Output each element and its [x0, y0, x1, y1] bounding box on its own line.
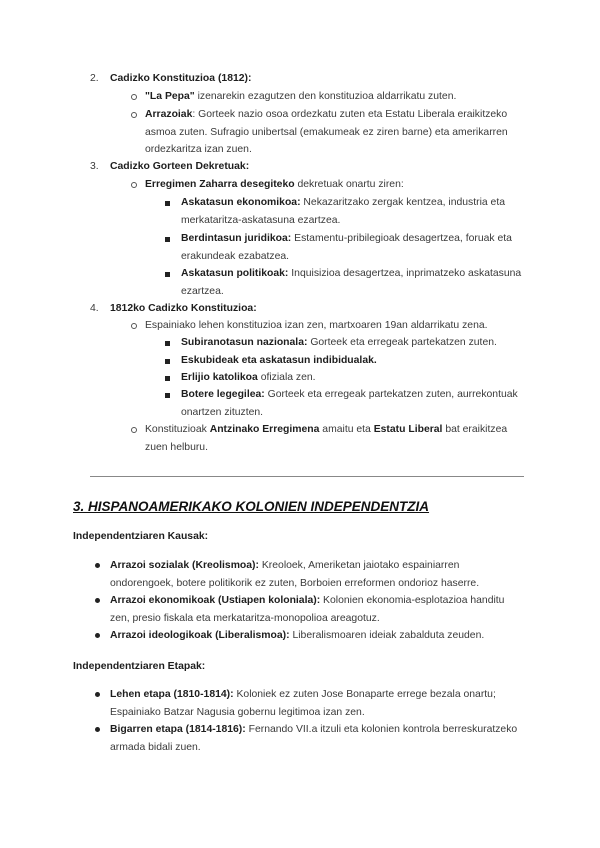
text: Koloniek ez zuten Jose Bonaparte errege bezala onartu; Espainiako Batzar Nagusia gobernu legitimoa izan zen. [110, 689, 496, 718]
text: Kreoloek, Ameriketan jaiotako espainiarren ondorengoek, botere politikorik ez zuten, Borboien erreformen ondorioz haserre. [110, 560, 480, 589]
list-item [110, 721, 524, 756]
list-item [110, 627, 524, 645]
label: Erlijio katolikoa [181, 372, 258, 383]
sub-sub-item [181, 369, 524, 387]
square-bullet-icon [165, 201, 170, 206]
disc-bullet-icon [95, 598, 100, 603]
sub-item [145, 106, 524, 159]
text: Gorteek eta erregeak partekatzen zuten. [307, 337, 497, 348]
text: Liberalismoaren ideiak zabalduta zeuden. [289, 630, 485, 641]
horizontal-divider [90, 476, 524, 477]
label: Subiranotasun nazionala: [181, 337, 308, 348]
sub-item [145, 88, 524, 106]
label: Eskubideak eta askatasun indibidualak. [181, 355, 377, 366]
list-number: 4. [90, 303, 99, 314]
square-bullet-icon [165, 376, 170, 381]
square-bullet-icon [165, 341, 170, 346]
sub-item [145, 421, 524, 456]
causes-title: Independentziaren Kausak: [73, 531, 209, 542]
disc-bullet-icon [95, 692, 100, 697]
square-bullet-icon [165, 393, 170, 398]
circle-bullet-icon [131, 94, 137, 100]
section-heading: 3. HISPANOAMERIKAKO KOLONIEN INDEPENDENTZIA [73, 499, 430, 514]
text: Nekazaritzako zergak kentzea, industria eta merkataritza-askatasuna ezartzea. [181, 197, 505, 226]
circle-bullet-icon [131, 427, 137, 433]
label: Askatasun politikoak: [181, 268, 289, 279]
sub-item [145, 317, 524, 335]
label: Estatu Liberal [373, 424, 443, 435]
label: Erregimen Zaharra desegiteko [145, 179, 295, 190]
square-bullet-icon [165, 237, 170, 242]
circle-bullet-icon [131, 182, 137, 188]
sub-sub-item [181, 386, 524, 421]
text: Fernando VII.a itzuli eta kolonien kontrola berreskuratzeko armada bidali zuen. [110, 724, 518, 753]
item-title: Cadizko Konstituzioa (1812): [110, 73, 252, 84]
text: Espainiako lehen konstituzioa izan zen, martxoaren 19an aldarrikatu zena. [145, 320, 488, 331]
label: Berdintasun juridikoa: [181, 233, 292, 244]
item-title: 1812ko Cadizko Konstituzioa: [110, 303, 257, 314]
label: Arrazoi ideologikoak (Liberalismoa): [110, 630, 290, 641]
square-bullet-icon [165, 359, 170, 364]
circle-bullet-icon [131, 323, 137, 329]
text: : Gorteek nazio osoa ordezkatu zuten eta Estatu Liberala eraikitzeko asmoa zuten. Sufragio unibertsal (emakumeak ez ziren barne) eta amerikarren ordezkaritza izan zuen. [145, 109, 508, 155]
sub-sub-item [181, 334, 524, 352]
label: Lehen etapa (1810-1814): [110, 689, 234, 700]
label: Antzinako Erregimena [209, 424, 320, 435]
list-item-4 [90, 300, 524, 318]
sub-sub-item [181, 194, 524, 229]
label: Botere legegilea: [181, 389, 265, 400]
label: "La Pepa" [145, 91, 195, 102]
list-item [110, 686, 524, 721]
list-item-2 [90, 70, 524, 88]
item-title: Cadizko Gorteen Dekretuak: [110, 161, 250, 172]
disc-bullet-icon [95, 633, 100, 638]
sub-sub-item [181, 265, 524, 300]
text: Kolonien ekonomia-esplotazioa handitu zen, presio fiskala eta merkataritza-monopolioa areagotuz. [110, 595, 505, 624]
square-bullet-icon [165, 272, 170, 277]
list-item [110, 592, 524, 627]
disc-bullet-icon [95, 563, 100, 568]
sub-item [145, 176, 524, 194]
sub-sub-item [181, 352, 524, 370]
text: dekretuak onartu ziren: [294, 179, 404, 190]
text: Gorteek eta erregeak partekatzen zuten, aurrekontuak onartzen zituzten. [181, 389, 518, 418]
text: bat eraikitzea zuen helburu. [145, 424, 508, 453]
text: Inquisizioa desagertzea, inprimatzeko askatasuna ezartzea. [181, 268, 522, 297]
label: Arrazoi sozialak (Kreolismoa): [110, 560, 259, 571]
label: Arrazoiak [145, 109, 193, 120]
label: Arrazoi ekonomikoak (Ustiapen koloniala): [110, 595, 321, 606]
text: izenarekin ezagutzen den konstituzioa aldarrikatu zuten. [194, 91, 457, 102]
circle-bullet-icon [131, 112, 137, 118]
list-number: 3. [90, 161, 99, 172]
list-item-3 [90, 158, 524, 176]
label: Askatasun ekonomikoa: [181, 197, 301, 208]
list-number: 2. [90, 73, 99, 84]
text: Konstituzioak [145, 424, 210, 435]
stages-title: Independentziaren Etapak: [73, 661, 206, 672]
text: ofiziala zen. [257, 372, 316, 383]
text: Estamentu-pribilegioak desagertzea, foruak eta erakundeak ezabatzea. [181, 233, 512, 262]
label: Bigarren etapa (1814-1816): [110, 724, 246, 735]
text: amaitu eta [319, 424, 374, 435]
disc-bullet-icon [95, 727, 100, 732]
list-item [110, 557, 524, 592]
sub-sub-item [181, 230, 524, 265]
